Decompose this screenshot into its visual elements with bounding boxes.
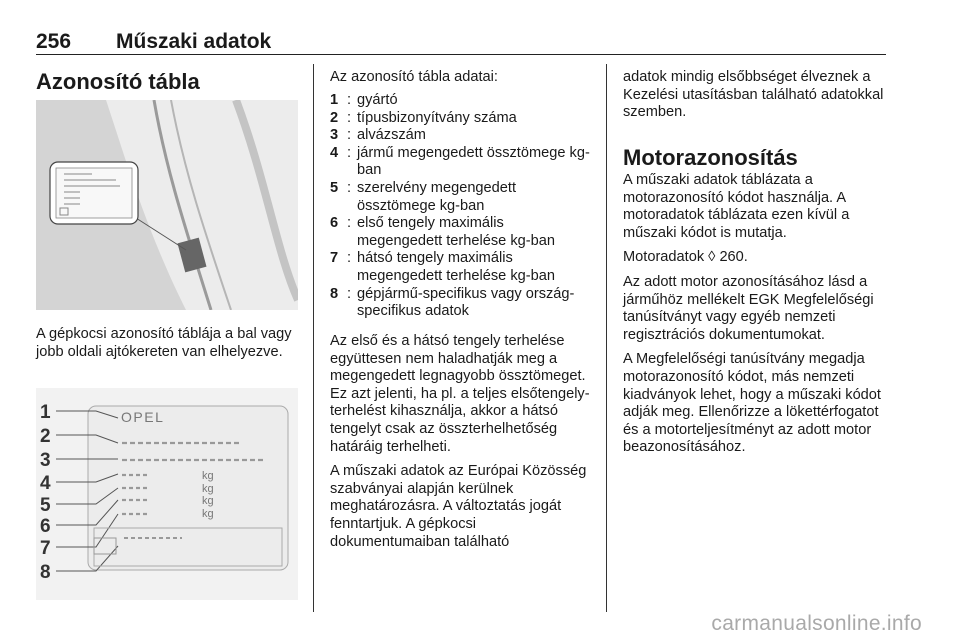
plate-unit-kg: kg (202, 495, 214, 507)
ec-certificate-paragraph: Az adott motor azonosításához lásd a járműhöz mellékelt EGK Megfelelőségi tanúsítványt vagy egyéb nemzeti regisztrációs dokumentumokat. (623, 273, 874, 343)
column-divider-left (313, 64, 314, 612)
column-divider-right (606, 64, 607, 612)
certificate-code-paragraph: A Megfelelőségi tanúsítvány megadja motorazonosító kódot, más nemzeti kiadványok lehet, hogy a műszaki kódot adják meg. Ellenőrizze a lökettérfogatot és a motorteljesítményt az adott motor beazonosításához. (623, 351, 881, 456)
middle-body (330, 333, 594, 558)
list-item: 8 : gépjármű-specifikus vagy ország-specifikus adatok (330, 285, 575, 320)
section-heading-id-plate: Azonosító tábla (36, 69, 200, 94)
plate-unit-kg: kg (202, 470, 214, 482)
plate-unit-kg: kg (202, 508, 214, 520)
list-item: 6 : első tengely maximális megengedett terhelése kg-ban (330, 215, 555, 249)
list-item: 2 : típusbizonyítvány száma (330, 109, 517, 126)
list-item: 3 : alvázszám (330, 127, 426, 144)
plate-unit-kg: kg (202, 483, 214, 495)
plate-brand: OPEL (121, 409, 165, 425)
door-frame-photo (36, 100, 298, 310)
id-plate-diagram (36, 388, 298, 600)
list-item: 7 : hátsó tengely maximális megengedett terhelése kg-ban (330, 250, 555, 284)
callout-7: 7 (40, 538, 51, 559)
callout-2: 2 (40, 426, 51, 447)
watermark: carmanualsonline.info (711, 612, 922, 635)
id-plate-illustration (36, 388, 298, 600)
id-plate-caption: A gépkocsi azonosító táblája a bal vagy jobb oldali ajtókereten van elhelyezve. (36, 326, 292, 360)
continued-paragraph: adatok mindig elsőbbséget élveznek a Kezelési utasításban található adatokkal szemben. (623, 69, 884, 121)
id-plate-intro: Az azonosító tábla adatai: (330, 69, 498, 85)
axle-load-paragraph: Az első és a hátsó tengely terhelése együttesen nem haladhatják meg a megengedett legnagyobb össztömeget. Ez azt jelenti, ha pl. a teljes elsőtengely-terhelést kihasználja, akkor a hátsó tengelyt csak az összterhelhetőség határáig terhelheti. (330, 333, 590, 455)
header-rule (36, 54, 886, 55)
engine-code-paragraph: A műszaki adatok táblázata a motorazonosító kódot használja. A motoradatok táblázata ezen kívül a műszaki kódot is mutatja. (623, 172, 850, 241)
ec-standards-paragraph: A műszaki adatok az Európai Közösség szabványai alapján kerülnek meghatározásra. A változtatás jogát fenntartjuk. A gépkocsi dokumentumaiban található (330, 463, 587, 550)
list-item: 1 : gyártó (330, 92, 398, 108)
engine-data-reference: Motoradatok ◊ 260. (623, 249, 748, 266)
callout-6: 6 (40, 516, 51, 537)
page-number: 256 (36, 30, 72, 53)
callout-5: 5 (40, 495, 51, 516)
id-plate-data-list (330, 92, 592, 321)
callout-4: 4 (40, 473, 51, 494)
list-item: 4 : jármű megengedett össztömege kg-ban (330, 144, 590, 179)
chapter-title: Műszaki adatok (116, 30, 272, 53)
door-frame-illustration (36, 100, 298, 310)
right-body (623, 172, 888, 464)
callout-3: 3 (40, 450, 51, 471)
section-heading-engine-id: Motorazonosítás (623, 145, 798, 170)
list-item: 5 : szerelvény megengedett össztömege kg-ban (330, 179, 517, 214)
callout-8: 8 (40, 562, 51, 583)
callout-1: 1 (40, 402, 51, 423)
